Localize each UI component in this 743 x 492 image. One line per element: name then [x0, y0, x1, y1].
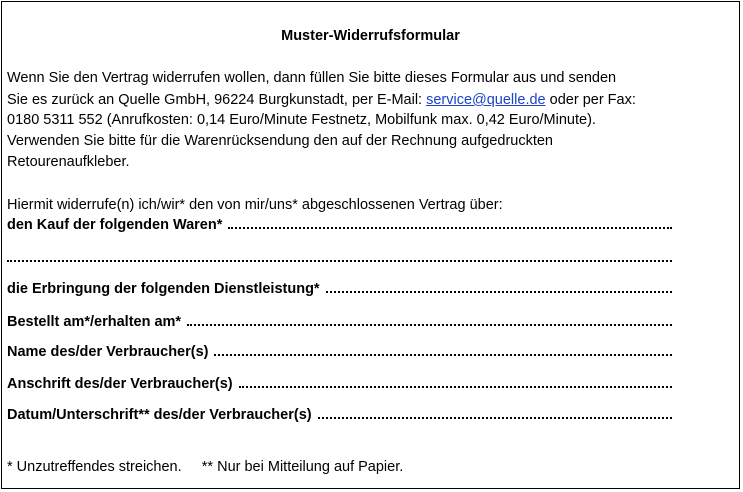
- intro-line-1: Wenn Sie den Vertrag widerrufen wollen, dann füllen Sie bitte dieses Formular aus und senden: [7, 70, 617, 86]
- date-signature-fill-line[interactable]: [318, 405, 672, 419]
- name-fill-line[interactable]: [214, 342, 672, 356]
- intro-line-4: Verwenden Sie bitte für die Warenrücksendung den auf der Rechnung aufgedruckten: [7, 133, 553, 149]
- service-label: die Erbringung der folgenden Dienstleistung*: [7, 281, 320, 297]
- email-link[interactable]: service@quelle.de: [426, 92, 546, 108]
- ordered-field: [7, 312, 672, 332]
- ordered-label: Bestellt am*/erhalten am*: [7, 314, 182, 330]
- goods-field-continued: [7, 248, 672, 262]
- form-frame: [1, 1, 740, 489]
- name-field: [7, 342, 672, 362]
- form-title: Muster-Widerrufsformular: [281, 28, 460, 44]
- intro-line-2: [7, 90, 636, 110]
- name-label: Name des/der Verbraucher(s): [7, 344, 209, 360]
- withdrawal-statement: Hiermit widerrufe(n) ich/wir* den von mir/uns* abgeschlossenen Vertrag über:: [7, 197, 503, 213]
- date-signature-label: Datum/Unterschrift** des/der Verbraucher(s): [7, 407, 312, 423]
- service-field: [7, 279, 672, 299]
- address-fill-line[interactable]: [239, 374, 672, 388]
- intro-line-3: 0180 5311 552 (Anrufkosten: 0,14 Euro/Minute Festnetz, Mobilfunk max. 0,42 Euro/Minute).: [7, 112, 596, 128]
- intro-line-5: Retourenaufkleber.: [7, 154, 130, 170]
- address-label: Anschrift des/der Verbraucher(s): [7, 376, 233, 392]
- ordered-fill-line[interactable]: [187, 312, 672, 326]
- goods-label: den Kauf der folgenden Waren*: [7, 217, 223, 233]
- goods-field: [7, 215, 672, 235]
- address-field: [7, 374, 672, 394]
- goods-fill-line-2[interactable]: [7, 248, 672, 262]
- intro-line-2-start: Sie es zurück an Quelle GmbH, 96224 Burgkunstadt, per E-Mail:: [7, 92, 427, 108]
- footnote: * Unzutreffendes streichen. ** Nur bei Mitteilung auf Papier.: [7, 459, 404, 475]
- service-fill-line[interactable]: [326, 279, 672, 293]
- goods-fill-line[interactable]: [228, 215, 672, 229]
- date-signature-field: [7, 405, 672, 425]
- intro-line-2-end: oder per Fax:: [545, 92, 636, 108]
